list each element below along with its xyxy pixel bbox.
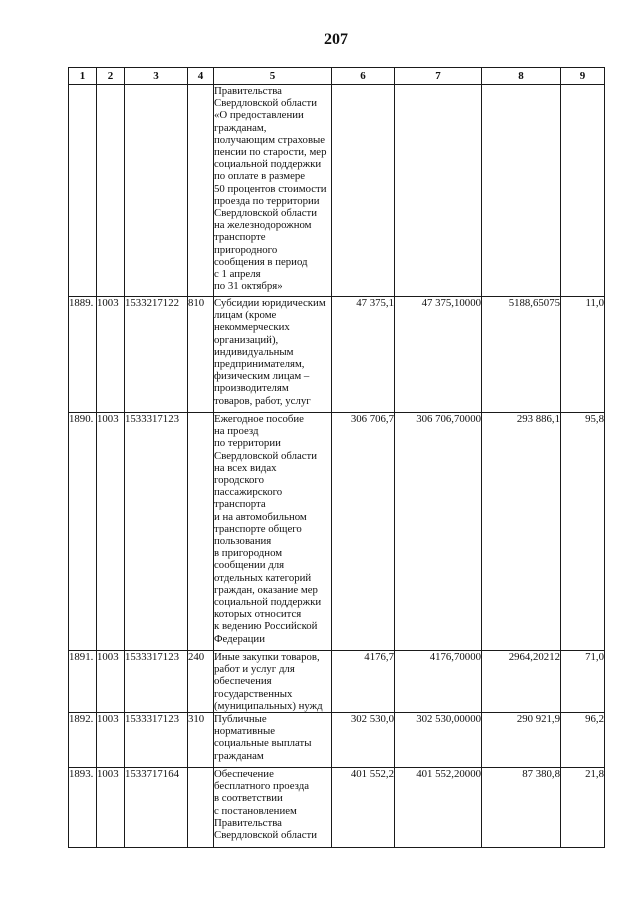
amount-col6-cell: 306 706,7 bbox=[332, 413, 395, 651]
table-row bbox=[69, 85, 605, 297]
percent-cell: 95,8 bbox=[561, 413, 605, 651]
amount-col8-cell: 87 380,8 bbox=[482, 768, 561, 848]
amount-col6-cell: 401 552,2 bbox=[332, 768, 395, 848]
target-code-cell: 1533217122 bbox=[125, 297, 188, 413]
row-number-cell bbox=[69, 85, 97, 297]
expense-type-cell: 310 bbox=[188, 713, 214, 768]
column-header-8: 8 bbox=[482, 68, 561, 85]
table-row bbox=[69, 651, 605, 713]
budget-table bbox=[68, 67, 605, 848]
item-name-cell: Правительства Свердловской области «О предоставлении гражданам, получающим страховые пенсии по старости, мер социальной поддержки по оплате в размере 50 процентов стоимости проезда по территории Свердловской области на железнодорожном транспорте пригородного сообщения в период с 1 апреля по 31 октября» bbox=[214, 85, 332, 297]
target-code-cell: 1533317123 bbox=[125, 651, 188, 713]
amount-col7-cell bbox=[395, 85, 482, 297]
section-code-cell: 1003 bbox=[97, 651, 125, 713]
table-row bbox=[69, 768, 605, 848]
amount-col7-cell: 401 552,20000 bbox=[395, 768, 482, 848]
column-header-5: 5 bbox=[214, 68, 332, 85]
item-name-cell: Ежегодное пособие на проезд по территории Свердловской области на всех видах городского пассажирского транспорта и на автомобильном транспорте общего пользования в пригородном сообщении для отдельных категорий граждан, оказание мер социальной поддержки которых относится к ведению Российской Федерации bbox=[214, 413, 332, 651]
column-header-6: 6 bbox=[332, 68, 395, 85]
amount-col7-cell: 4176,70000 bbox=[395, 651, 482, 713]
percent-cell: 21,8 bbox=[561, 768, 605, 848]
expense-type-cell bbox=[188, 413, 214, 651]
amount-col6-cell: 302 530,0 bbox=[332, 713, 395, 768]
percent-cell bbox=[561, 85, 605, 297]
column-header-9: 9 bbox=[561, 68, 605, 85]
amount-col8-cell: 2964,20212 bbox=[482, 651, 561, 713]
section-code-cell: 1003 bbox=[97, 413, 125, 651]
amount-col6-cell bbox=[332, 85, 395, 297]
target-code-cell bbox=[125, 85, 188, 297]
column-header-7: 7 bbox=[395, 68, 482, 85]
item-name-cell: Публичные нормативные социальные выплаты гражданам bbox=[214, 713, 332, 768]
item-name-cell: Иные закупки товаров, работ и услуг для обеспечения государственных (муниципальных) нужд bbox=[214, 651, 332, 713]
column-header-4: 4 bbox=[188, 68, 214, 85]
row-number-cell: 1889. bbox=[69, 297, 97, 413]
percent-cell: 96,2 bbox=[561, 713, 605, 768]
column-header-2: 2 bbox=[97, 68, 125, 85]
expense-type-cell bbox=[188, 768, 214, 848]
item-name-cell: Субсидии юридическим лицам (кроме некоммерческих организаций), индивидуальным предпринимателям, физическим лицам – производителям товаров, работ, услуг bbox=[214, 297, 332, 413]
amount-col7-cell: 306 706,70000 bbox=[395, 413, 482, 651]
target-code-cell: 1533317123 bbox=[125, 713, 188, 768]
page-number: 207 bbox=[324, 31, 348, 48]
amount-col8-cell: 5188,65075 bbox=[482, 297, 561, 413]
table-row bbox=[69, 297, 605, 413]
amount-col8-cell bbox=[482, 85, 561, 297]
item-name-cell: Обеспечение бесплатного проезда в соответствии с постановлением Правительства Свердловской области bbox=[214, 768, 332, 848]
expense-type-cell: 240 bbox=[188, 651, 214, 713]
table-row bbox=[69, 413, 605, 651]
percent-cell: 11,0 bbox=[561, 297, 605, 413]
expense-type-cell bbox=[188, 85, 214, 297]
amount-col8-cell: 293 886,1 bbox=[482, 413, 561, 651]
table-row bbox=[69, 713, 605, 768]
percent-cell: 71,0 bbox=[561, 651, 605, 713]
row-number-cell: 1892. bbox=[69, 713, 97, 768]
table-header bbox=[69, 68, 605, 85]
row-number-cell: 1890. bbox=[69, 413, 97, 651]
amount-col6-cell: 4176,7 bbox=[332, 651, 395, 713]
column-header-1: 1 bbox=[69, 68, 97, 85]
column-header-3: 3 bbox=[125, 68, 188, 85]
amount-col7-cell: 302 530,00000 bbox=[395, 713, 482, 768]
target-code-cell: 1533317123 bbox=[125, 413, 188, 651]
row-number-cell: 1891. bbox=[69, 651, 97, 713]
section-code-cell: 1003 bbox=[97, 297, 125, 413]
target-code-cell: 1533717164 bbox=[125, 768, 188, 848]
amount-col7-cell: 47 375,10000 bbox=[395, 297, 482, 413]
expense-type-cell: 810 bbox=[188, 297, 214, 413]
table-body bbox=[69, 85, 605, 848]
row-number-cell: 1893. bbox=[69, 768, 97, 848]
amount-col6-cell: 47 375,1 bbox=[332, 297, 395, 413]
section-code-cell bbox=[97, 85, 125, 297]
section-code-cell: 1003 bbox=[97, 713, 125, 768]
section-code-cell: 1003 bbox=[97, 768, 125, 848]
amount-col8-cell: 290 921,9 bbox=[482, 713, 561, 768]
header-row bbox=[69, 68, 605, 85]
